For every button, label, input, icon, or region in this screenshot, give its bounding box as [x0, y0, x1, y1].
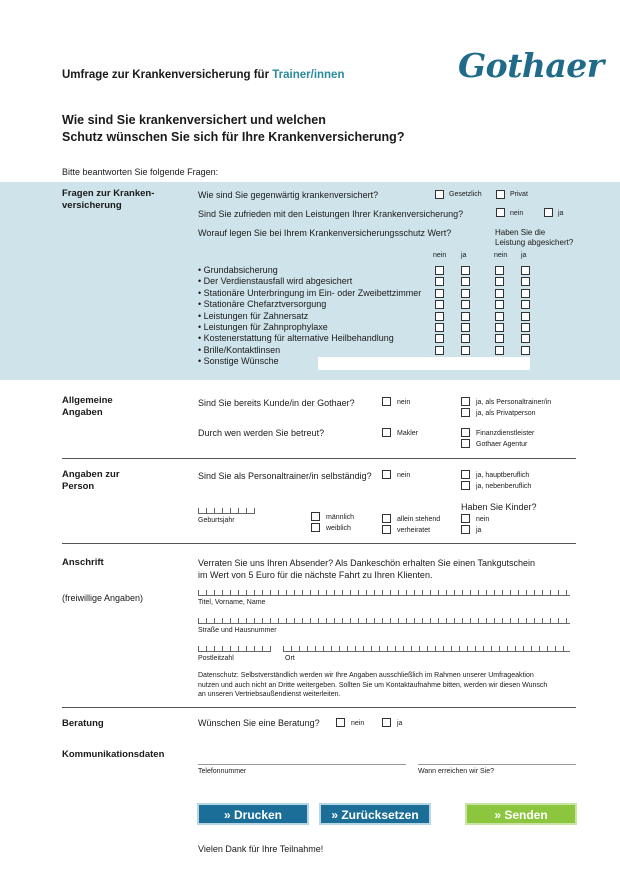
- address-intro: [198, 557, 535, 581]
- address-section-title: Anschrift: [62, 557, 104, 568]
- birth-year-input[interactable]: [198, 508, 255, 514]
- checkbox-priority-importance-ja[interactable]: [461, 277, 470, 286]
- col-header-ja: ja: [461, 252, 467, 259]
- checkbox-priority-covered-ja[interactable]: [521, 312, 530, 321]
- city-input[interactable]: [283, 646, 570, 652]
- survey-title-accent: Trainer/innen: [272, 69, 345, 81]
- question-existing-customer: Sind Sie bereits Kunde/in der Gothaer?: [198, 398, 355, 408]
- checkbox-priority-covered-ja[interactable]: [521, 277, 530, 286]
- checkbox-priority-importance-nein[interactable]: [435, 323, 444, 332]
- privacy-line1: Datenschutz: Selbstverständlich werden wir Ihre Angaben ausschließlich im Rahmen unserer Umfrageaktion: [198, 672, 534, 679]
- label-customer-private: ja, als Privatperson: [476, 410, 536, 417]
- coverage-question-line1: Haben Sie die: [495, 228, 546, 237]
- checkbox-priority-importance-nein[interactable]: [435, 266, 444, 275]
- checkbox-selfemployed-main[interactable]: [461, 470, 470, 479]
- name-input[interactable]: [198, 590, 570, 596]
- checkbox-advice-nein[interactable]: [336, 718, 345, 727]
- label-selfemployed-side: ja, nebenberuflich: [476, 483, 532, 490]
- question-children: Haben Sie Kinder?: [461, 502, 537, 512]
- checkbox-priority-importance-ja[interactable]: [461, 312, 470, 321]
- checkbox-gesetzlich[interactable]: [435, 190, 444, 199]
- checkbox-priority-covered-ja[interactable]: [521, 300, 530, 309]
- question-advisor: Durch wen werden Sie betreut?: [198, 428, 325, 438]
- label-customer-trainer: ja, als Personaltrainer/in: [476, 399, 552, 406]
- question-satisfaction: Sind Sie zufrieden mit den Leistungen Ihrer Krankenversicherung?: [198, 209, 464, 219]
- label-birth-year: Geburtsjahr: [198, 517, 235, 524]
- advice-section-title: Beratung: [62, 718, 104, 729]
- privacy-notice: [198, 671, 547, 700]
- address-intro-line1: Verraten Sie uns Ihren Absender? Als Dankeschön erhalten Sie einen Tankgutschein: [198, 558, 536, 568]
- thank-you-text: Vielen Dank für Ihre Teilnahme!: [198, 844, 324, 854]
- col-header-nein: nein: [433, 252, 447, 259]
- coverage-question-line2: Leistung abgesichert?: [495, 238, 574, 247]
- priority-list: [198, 265, 421, 368]
- label-makler: Makler: [397, 430, 419, 437]
- label-privat: Privat: [510, 191, 528, 198]
- checkbox-finanzdienstleister[interactable]: [461, 428, 470, 437]
- checkbox-priority-importance-nein[interactable]: [435, 312, 444, 321]
- person-section-title: [62, 469, 120, 493]
- checkbox-kids-ja[interactable]: [461, 525, 470, 534]
- other-wishes-input[interactable]: [318, 357, 530, 370]
- label-gesetzlich: Gesetzlich: [449, 191, 482, 198]
- checkbox-priority-covered-ja[interactable]: [521, 289, 530, 298]
- label-single: allein stehend: [397, 516, 441, 523]
- label-customer-nein: nein: [397, 399, 411, 406]
- label-name: Titel, Vorname, Name: [198, 599, 266, 606]
- general-section-title: [62, 395, 113, 419]
- checkbox-makler[interactable]: [382, 428, 391, 437]
- section-divider: [62, 707, 576, 708]
- section-divider: [62, 543, 576, 544]
- label-reach-time: Wann erreichen wir Sie?: [418, 768, 494, 775]
- checkbox-customer-nein[interactable]: [382, 397, 391, 406]
- checkbox-priority-covered-nein[interactable]: [495, 346, 504, 355]
- checkbox-priority-importance-nein[interactable]: [435, 334, 444, 343]
- label-female: weiblich: [326, 525, 351, 532]
- checkbox-priority-covered-ja[interactable]: [521, 266, 530, 275]
- person-title-line2: Person: [62, 481, 95, 492]
- address-intro-line2: im Wert von 5 Euro für die nächste Fahrt zu Ihren Klienten.: [198, 570, 433, 580]
- communication-title: Kommunikationsdaten: [62, 749, 165, 760]
- label-satisfaction-nein: nein: [510, 210, 524, 217]
- label-married: verheiratet: [397, 527, 431, 534]
- label-advice-nein: nein: [351, 720, 365, 727]
- zip-input[interactable]: [198, 646, 271, 652]
- checkbox-priority-covered-nein[interactable]: [495, 312, 504, 321]
- checkbox-priority-covered-ja[interactable]: [521, 323, 530, 332]
- checkbox-priority-covered-ja[interactable]: [521, 346, 530, 355]
- send-button[interactable]: » Senden: [465, 803, 577, 825]
- priority-item: • Sonstige Wünsche: [198, 356, 279, 367]
- checkbox-single[interactable]: [382, 514, 391, 523]
- checkbox-female[interactable]: [311, 523, 320, 532]
- checkbox-priority-covered-nein[interactable]: [495, 289, 504, 298]
- survey-title-prefix: Umfrage zur Krankenversicherung für: [62, 69, 273, 81]
- label-kids-ja: ja: [476, 527, 482, 534]
- question-advice: Wünschen Sie eine Beratung?: [198, 718, 320, 728]
- phone-input[interactable]: [198, 764, 406, 765]
- checkbox-priority-importance-nein[interactable]: [435, 346, 444, 355]
- checkbox-priority-importance-ja[interactable]: [461, 289, 470, 298]
- checkbox-advice-ja[interactable]: [382, 718, 391, 727]
- checkbox-priority-importance-nein[interactable]: [435, 300, 444, 309]
- checkbox-priority-importance-nein[interactable]: [435, 277, 444, 286]
- street-input[interactable]: [198, 618, 570, 624]
- gothaer-logo: Gothaer: [458, 46, 604, 85]
- label-male: männlich: [326, 514, 355, 521]
- checkbox-priority-covered-nein[interactable]: [495, 300, 504, 309]
- checkbox-priority-importance-ja[interactable]: [461, 346, 470, 355]
- label-finanzdienstleister: Finanzdienstleister: [476, 430, 535, 437]
- checkbox-privat[interactable]: [496, 190, 505, 199]
- priority-item: • Kostenerstattung für alternative Heilbehandlung: [198, 333, 394, 344]
- general-title-line2: Angaben: [62, 407, 103, 418]
- priority-item: • Grundabsicherung: [198, 265, 278, 275]
- general-title-line1: Allgemeine: [62, 395, 113, 406]
- label-street: Straße und Hausnummer: [198, 627, 277, 634]
- checkbox-customer-private[interactable]: [461, 408, 470, 417]
- privacy-line3: an unseren Vertriebsaußendienst weiterleiten.: [198, 691, 341, 698]
- reset-button[interactable]: » Zurücksetzen: [319, 803, 431, 825]
- reach-time-input[interactable]: [418, 764, 576, 765]
- checkbox-priority-covered-nein[interactable]: [495, 266, 504, 275]
- checkbox-priority-covered-nein[interactable]: [495, 277, 504, 286]
- insurance-title-line1: Fragen zur Kranken-: [62, 188, 155, 199]
- section-divider: [62, 458, 576, 459]
- checkbox-priority-importance-ja[interactable]: [461, 323, 470, 332]
- priority-item: • Stationäre Chefarztversorgung: [198, 299, 327, 310]
- checkbox-selfemployed-side[interactable]: [461, 481, 470, 490]
- label-selfemployed-nein: nein: [397, 472, 411, 479]
- priority-item: • Der Verdienstausfall wird abgesichert: [198, 276, 353, 287]
- checkbox-gothaer-agentur[interactable]: [461, 439, 470, 448]
- checkbox-customer-trainer[interactable]: [461, 397, 470, 406]
- privacy-line2: nutzen und auch nicht an Dritte weitergeben. Sollten Sie um Kontaktaufnahme bitten, werden wir diesen Wunsch: [198, 681, 548, 689]
- label-zip: Postleitzahl: [198, 655, 234, 662]
- col2-header-nein: nein: [494, 252, 508, 259]
- checkbox-male[interactable]: [311, 512, 320, 521]
- label-satisfaction-ja: ja: [558, 210, 564, 217]
- priority-item: • Stationäre Unterbringung im Ein- oder Zweibettzimmer: [198, 287, 422, 298]
- insurance-section-title: [62, 188, 154, 212]
- coverage-question: [495, 228, 573, 248]
- checkbox-married[interactable]: [382, 525, 391, 534]
- main-question-line1: Wie sind Sie krankenversichert und welchen: [62, 113, 326, 127]
- question-self-employed: Sind Sie als Personaltrainer/in selbständig?: [198, 471, 372, 481]
- main-question: [62, 112, 404, 146]
- checkbox-priority-importance-ja[interactable]: [461, 334, 470, 343]
- checkbox-satisfaction-nein[interactable]: [496, 208, 505, 217]
- checkbox-kids-nein[interactable]: [461, 514, 470, 523]
- survey-title: [62, 69, 344, 81]
- print-button[interactable]: » Drucken: [197, 803, 309, 825]
- label-city: Ort: [285, 655, 295, 662]
- label-selfemployed-main: ja, hauptberuflich: [476, 472, 530, 479]
- question-value-priorities: Worauf legen Sie bei Ihrem Krankenversicherungsschutz Wert?: [198, 228, 452, 238]
- instruction-text: Bitte beantworten Sie folgende Fragen:: [62, 167, 219, 177]
- checkbox-priority-covered-nein[interactable]: [495, 323, 504, 332]
- label-kids-nein: nein: [476, 516, 490, 523]
- main-question-line2: Schutz wünschen Sie sich für Ihre Krankenversicherung?: [62, 130, 405, 144]
- priority-item: • Brille/Kontaktlinsen: [198, 344, 281, 355]
- checkbox-priority-covered-ja[interactable]: [521, 334, 530, 343]
- insurance-title-line2: versicherung: [62, 200, 122, 211]
- priority-item: • Leistungen für Zahnersatz: [198, 310, 309, 321]
- question-current-insurance: Wie sind Sie gegenwärtig krankenversichert?: [198, 190, 379, 200]
- address-optional-note: (freiwillige Angaben): [62, 593, 144, 603]
- col2-header-ja: ja: [521, 252, 527, 259]
- person-title-line1: Angaben zur: [62, 469, 120, 480]
- checkbox-priority-covered-nein[interactable]: [495, 334, 504, 343]
- label-phone: Telefonnummer: [198, 768, 247, 775]
- checkbox-priority-importance-ja[interactable]: [461, 300, 470, 309]
- label-advice-ja: ja: [397, 720, 403, 727]
- checkbox-selfemployed-nein[interactable]: [382, 470, 391, 479]
- checkbox-satisfaction-ja[interactable]: [544, 208, 553, 217]
- priority-item: • Leistungen für Zahnprophylaxe: [198, 322, 328, 333]
- label-gothaer-agentur: Gothaer Agentur: [476, 441, 528, 448]
- checkbox-priority-importance-ja[interactable]: [461, 266, 470, 275]
- checkbox-priority-importance-nein[interactable]: [435, 289, 444, 298]
